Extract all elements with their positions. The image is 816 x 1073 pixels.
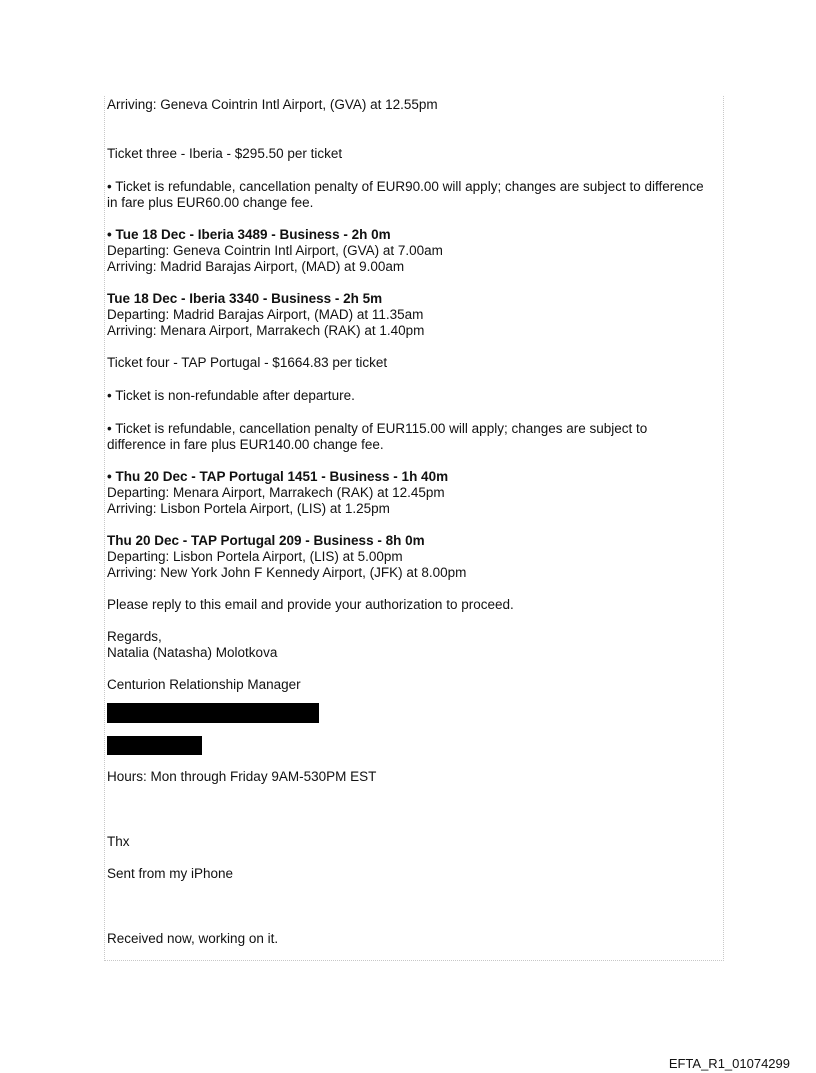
ticket-four-policy-2: • Ticket is refundable, cancellation penalty of EUR115.00 will apply; changes are subject to difference in fare plus EUR140.00 change fee. <box>107 421 648 452</box>
arrival-gva: Arriving: Geneva Cointrin Intl Airport, (GVA) at 12.55pm <box>107 97 438 112</box>
received-line: Received now, working on it. <box>107 931 279 946</box>
closing-request: Please reply to this email and provide your authorization to proceed. <box>107 597 514 612</box>
signer-name: Natalia (Natasha) Molotkova <box>107 645 278 660</box>
ticket-four-policy-1: • Ticket is non-refundable after departure. <box>107 388 355 403</box>
ticket-three-header: Ticket three - Iberia - $295.50 per ticket <box>107 146 343 161</box>
document-id: EFTA_R1_01074299 <box>668 1056 790 1071</box>
flight-departing: Departing: Geneva Cointrin Intl Airport, (GVA) at 7.00am <box>107 243 443 258</box>
flight-departing: Departing: Madrid Barajas Airport, (MAD) at 11.35am <box>107 307 424 322</box>
ticket-three-policy: • Ticket is refundable, cancellation penalty of EUR90.00 will apply; changes are subject to difference in fare plus EUR60.00 change fee. <box>107 179 704 210</box>
flight-arriving: Arriving: New York John F Kennedy Airport, (JFK) at 8.00pm <box>107 565 467 580</box>
office-hours: Hours: Mon through Friday 9AM-530PM EST <box>107 769 377 784</box>
ticket-four-header: Ticket four - TAP Portugal - $1664.83 per ticket <box>107 355 388 370</box>
signer-title: Centurion Relationship Manager <box>107 677 301 692</box>
flight-arriving: Arriving: Madrid Barajas Airport, (MAD) at 9.00am <box>107 259 405 274</box>
redaction-bar <box>107 703 319 723</box>
flight-title: • Tue 18 Dec - Iberia 3489 - Business - 2h 0m <box>107 227 391 242</box>
redaction-bar <box>107 736 202 755</box>
flight-arriving: Arriving: Menara Airport, Marrakech (RAK) at 1.40pm <box>107 323 425 338</box>
flight-title: • Thu 20 Dec - TAP Portugal 1451 - Business - 1h 40m <box>107 469 449 484</box>
thx-line: Thx <box>107 834 130 849</box>
flight-title: Thu 20 Dec - TAP Portugal 209 - Business - 8h 0m <box>107 533 425 548</box>
flight-departing: Departing: Lisbon Portela Airport, (LIS) at 5.00pm <box>107 549 403 564</box>
sent-from-line: Sent from my iPhone <box>107 866 234 881</box>
flight-departing: Departing: Menara Airport, Marrakech (RAK) at 12.45pm <box>107 485 445 500</box>
flight-title: Tue 18 Dec - Iberia 3340 - Business - 2h 5m <box>107 291 383 306</box>
flight-arriving: Arriving: Lisbon Portela Airport, (LIS) at 1.25pm <box>107 501 390 516</box>
email-body <box>107 96 707 947</box>
regards: Regards, <box>107 629 162 644</box>
